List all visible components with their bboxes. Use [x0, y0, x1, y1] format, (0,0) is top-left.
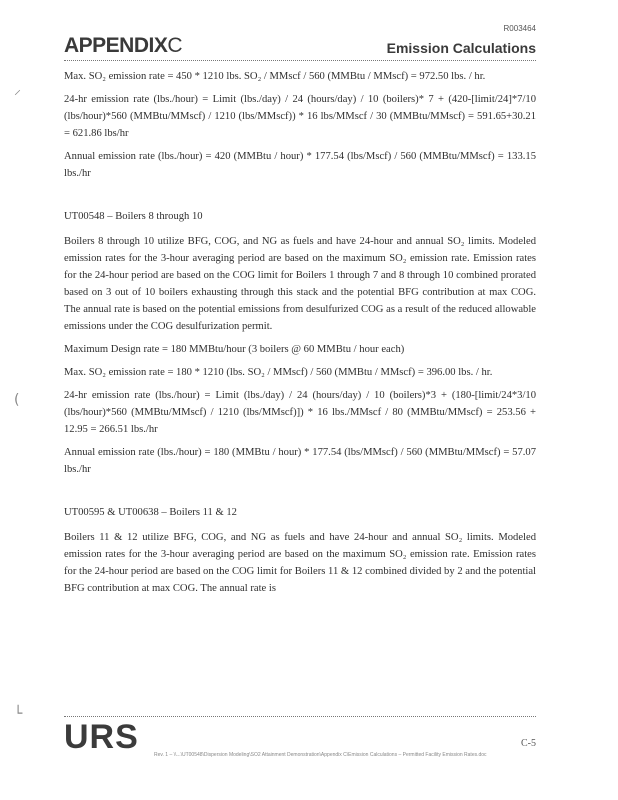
paragraph: Max. SO₂ emission rate = 450 * 1210 lbs. SO₂ / MMscf / 560 (MMBtu / MMscf) = 972.50 lbs. / hr. [64, 71, 486, 82]
header-rule [64, 60, 536, 61]
margin-mark-bottom: └ [14, 706, 23, 722]
margin-mark-top: ⸝ [14, 82, 21, 98]
section-heading: UT00548 – Boilers 8 through 10 [64, 211, 203, 222]
footer-file-path: Rev. 1 – \\...\UT00548\Dispersion Modeling\SO2 Attainment Demonstration\Appendix C\Emission Calculations – Permitted Facility Emission Rates.doc [154, 752, 487, 758]
paragraph: Maximum Design rate = 180 MMBtu/hour (3 boilers @ 60 MMBtu / hour each) [64, 344, 405, 355]
paragraph: Annual emission rate (lbs./hour) = 420 (MMBtu / hour) * 177.54 (lbs/Mscf) / 560 (MMBtu/MMscf) = 133.15 lbs./hr [64, 151, 536, 179]
section-heading: UT00595 & UT00638 – Boilers 11 & 12 [64, 507, 237, 518]
document-body [64, 68, 536, 603]
paragraph: Annual emission rate (lbs./hour) = 180 (MMBtu / hour) * 177.54 (lbs/MMscf) / 560 (MMBtu/MMscf) = 57.07 lbs./hr [64, 447, 536, 475]
section-spacer [64, 188, 536, 208]
paragraph: 24-hr emission rate (lbs./hour) = Limit (lbs./day) / 24 (hours/day) / 10 (boilers)* 7 + (420-[limit/24]*7/10 (lbs/hour)*560 (MMBtu/MMscf) / 1210 (lbs/MMscf)) * 16 lbs/MMscf / 30 (MMBtu/MMscf) = 591.65+30.21 = 621.86 lbs/hr [64, 94, 536, 139]
urs-logo: URS [64, 718, 139, 756]
paragraph: Boilers 11 & 12 utilize BFG, COG, and NG as fuels and have 24-hour and annual SO₂ limits. Modeled emission rates for the 3-hour averaging period are based on the maximum SO₂ emission rate. Emission rates for the 24-hour period are based on the COG limit for Boilers 11 & 12 combined divided by 2 and the potential BFG contribution at max COG. The annual rate is [64, 532, 536, 594]
appendix-letter: C [167, 34, 183, 57]
page-number: C-5 [521, 738, 536, 749]
appendix-label [64, 34, 182, 58]
margin-mark-middle: ( [14, 392, 20, 408]
document-id: R003464 [503, 24, 536, 33]
paragraph: Boilers 8 through 10 utilize BFG, COG, and NG as fuels and have 24-hour and annual SO₂ limits. Modeled emission rates for the 3-hour averaging period are based on the maximum SO₂ emission rate. Emission rates for the 24-hour period are based on the COG limit for Boilers 1 through 7 and 8 through 10 combined prorated based on 3 out of 10 boilers exhausting through this stack and the potential BFG contribution at max COG. The annual rate is based on the potential emissions from desulfurized COG as a result of the reduced allowable emissions under the COG desulfurization permit. [64, 236, 536, 332]
footer-rule [64, 716, 536, 717]
section-spacer [64, 484, 536, 504]
appendix-word: APPENDIX [64, 34, 168, 57]
paragraph: 24-hr emission rate (lbs./hour) = Limit (lbs./day) / 24 (hours/day) / 10 (boilers)*3 + (180-[limit/24*3/10 (lbs/hour)*560 (MMBtu/MMscf) / 1210 (lbs/MMscf)]) * 16 lbs./MMscf / 80 (MMBtu/MMscf) = 253.56 + 12.95 = 266.51 lbs./hr [64, 390, 536, 435]
header-section-title: Emission Calculations [386, 40, 536, 56]
paragraph: Max. SO₂ emission rate = 180 * 1210 (lbs. SO₂ / MMscf) / 560 (MMBtu / MMscf) = 396.00 lbs. / hr. [64, 367, 493, 378]
